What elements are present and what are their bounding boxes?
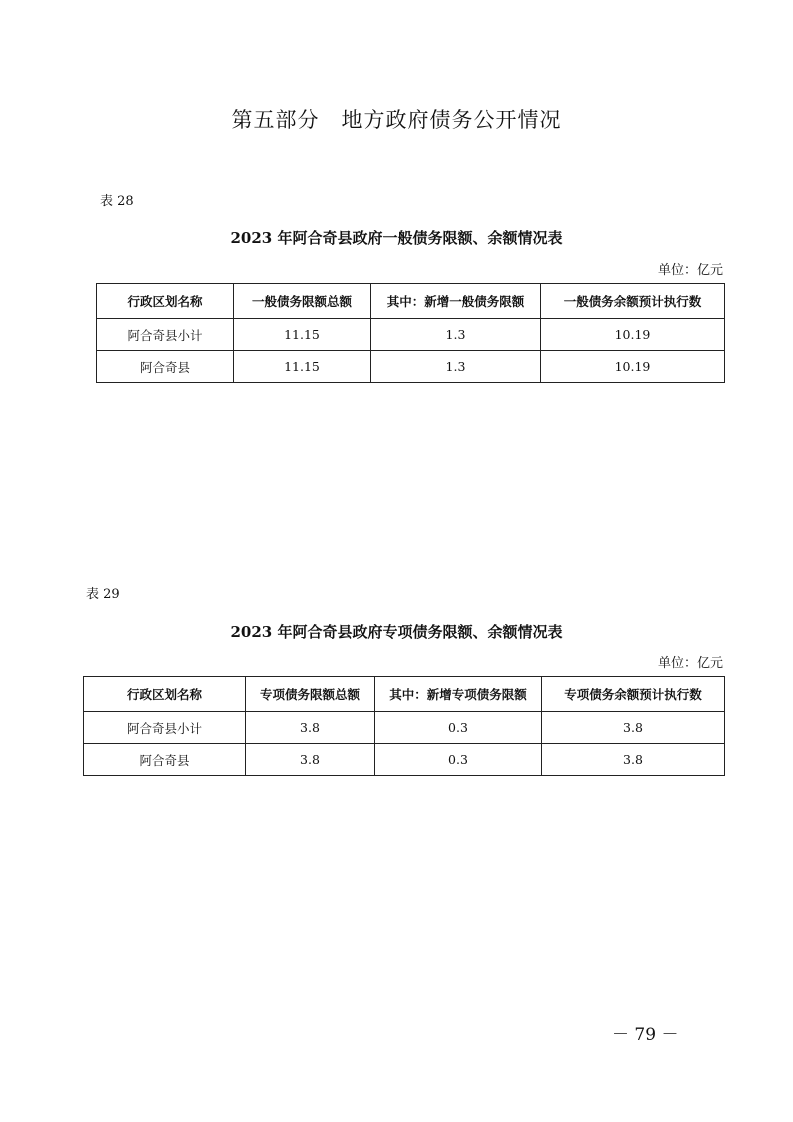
column-header: 行政区划名称	[97, 284, 234, 319]
table-cell: 3.8	[246, 712, 375, 744]
table-row	[97, 319, 725, 351]
table-row	[84, 744, 725, 776]
table-cell: 11.15	[234, 351, 371, 383]
table-cell: 0.3	[375, 712, 542, 744]
table-header-row	[84, 677, 725, 712]
table-cell: 1.3	[371, 351, 541, 383]
table-cell: 阿合奇县	[84, 744, 246, 776]
column-header: 行政区划名称	[84, 677, 246, 712]
table-title: 2023 年阿合奇县政府一般债务限额、余额情况表	[230, 229, 563, 247]
unit-label: 单位：亿元	[657, 263, 723, 278]
column-header: 其中：新增一般债务限额	[371, 284, 541, 319]
column-header: 其中：新增专项债务限额	[375, 677, 542, 712]
column-header: 一般债务余额预计执行数	[541, 284, 725, 319]
table-cell: 阿合奇县小计	[84, 712, 246, 744]
table-row	[97, 351, 725, 383]
table-header-row	[97, 284, 725, 319]
table-number: 表 29	[86, 587, 120, 602]
table-cell: 3.8	[542, 712, 725, 744]
data-table	[96, 283, 725, 383]
table-cell: 3.8	[542, 744, 725, 776]
table-cell: 0.3	[375, 744, 542, 776]
table-cell: 阿合奇县	[97, 351, 234, 383]
column-header: 专项债务限额总额	[246, 677, 375, 712]
table-cell: 3.8	[246, 744, 375, 776]
table-cell: 11.15	[234, 319, 371, 351]
table-row	[84, 712, 725, 744]
table-cell: 10.19	[541, 351, 725, 383]
table-cell: 阿合奇县小计	[97, 319, 234, 351]
table-cell: 1.3	[371, 319, 541, 351]
table-number: 表 28	[100, 194, 134, 209]
table-cell: 10.19	[541, 319, 725, 351]
data-table	[83, 676, 725, 776]
page-number: － 79 －	[612, 1025, 679, 1045]
column-header: 一般债务限额总额	[234, 284, 371, 319]
page-heading: 第五部分 地方政府债务公开情况	[231, 108, 562, 132]
column-header: 专项债务余额预计执行数	[542, 677, 725, 712]
unit-label: 单位：亿元	[657, 656, 723, 671]
table-title: 2023 年阿合奇县政府专项债务限额、余额情况表	[230, 623, 563, 641]
